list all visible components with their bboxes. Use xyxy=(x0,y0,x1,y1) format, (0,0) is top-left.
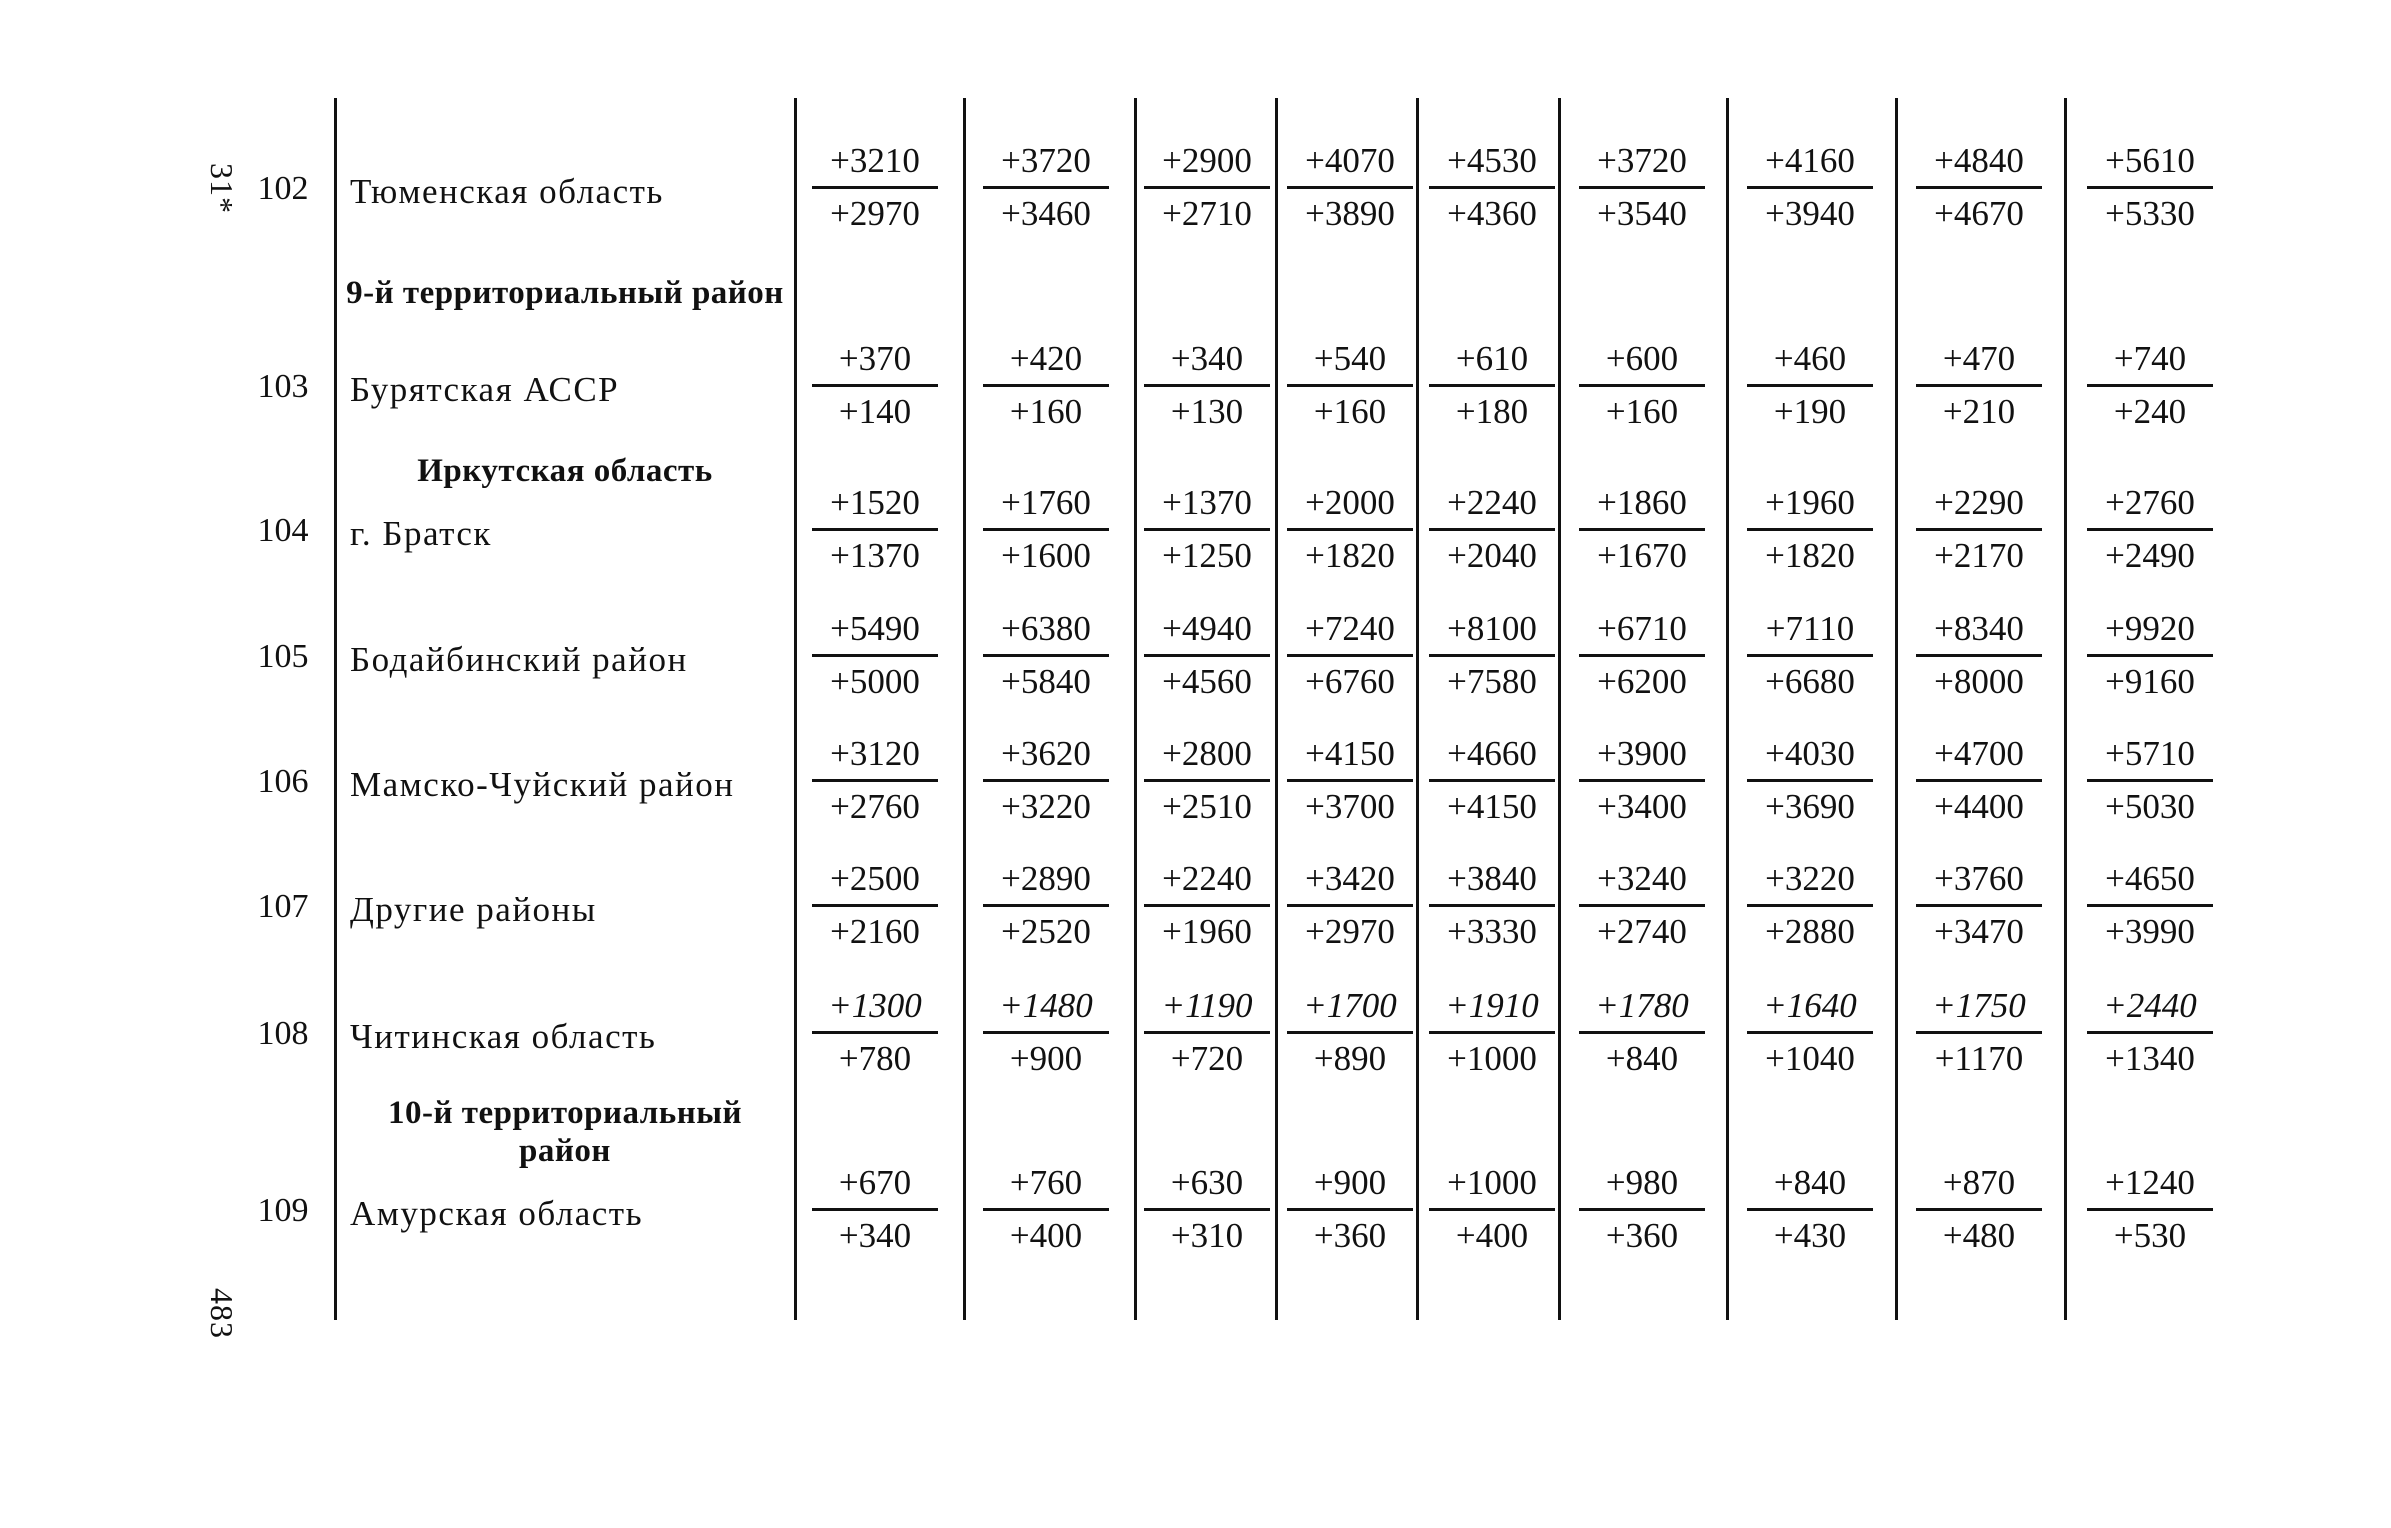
cell-top-value: +760 xyxy=(983,1158,1109,1211)
table-cell xyxy=(1904,1158,2054,1261)
cell-bottom-value: +4360 xyxy=(1447,194,1537,233)
row-number: 109 xyxy=(257,1192,309,1229)
cell-bottom-value: +1960 xyxy=(1162,912,1252,951)
table-cell xyxy=(1275,854,1425,957)
table-cell xyxy=(1735,136,1885,239)
cell-top-value: +2240 xyxy=(1429,478,1555,531)
table-cell xyxy=(2075,729,2225,832)
cell-top-value: +470 xyxy=(1916,334,2042,387)
row-number: 108 xyxy=(257,1015,309,1052)
table-cell xyxy=(800,981,950,1084)
table-cell xyxy=(1417,981,1567,1084)
table-cell xyxy=(800,854,950,957)
table-cell xyxy=(1275,478,1425,581)
cell-top-value: +3620 xyxy=(983,729,1109,782)
cell-top-value: +8340 xyxy=(1916,604,2042,657)
cell-bottom-value: +3460 xyxy=(1001,194,1091,233)
column-rule xyxy=(1416,98,1419,1320)
cell-top-value: +870 xyxy=(1916,1158,2042,1211)
cell-bottom-value: +2760 xyxy=(830,787,920,826)
cell-bottom-value: +780 xyxy=(838,1039,912,1078)
cell-top-value: +1240 xyxy=(2087,1158,2213,1211)
cell-bottom-value: +1820 xyxy=(1765,536,1855,575)
table-cell xyxy=(971,478,1121,581)
cell-bottom-value: +240 xyxy=(2113,392,2187,431)
cell-top-value: +540 xyxy=(1287,334,1413,387)
table-cell xyxy=(1567,604,1717,707)
table-cell xyxy=(2075,478,2225,581)
table-cell xyxy=(2075,854,2225,957)
table-cell xyxy=(1417,854,1567,957)
table-cell xyxy=(1132,854,1282,957)
cell-bottom-value: +3990 xyxy=(2105,912,2195,951)
cell-top-value: +4700 xyxy=(1916,729,2042,782)
cell-top-value: +1860 xyxy=(1579,478,1705,531)
table-cell xyxy=(1275,729,1425,832)
cell-bottom-value: +2510 xyxy=(1162,787,1252,826)
table-cell xyxy=(1567,1158,1717,1261)
cell-bottom-value: +4560 xyxy=(1162,662,1252,701)
table-cell xyxy=(1567,854,1717,957)
cell-bottom-value: +3700 xyxy=(1305,787,1395,826)
cell-bottom-value: +340 xyxy=(838,1216,912,1255)
table-cell xyxy=(800,478,950,581)
cell-top-value: +4840 xyxy=(1916,136,2042,189)
cell-top-value: +1480 xyxy=(983,981,1109,1034)
table-cell xyxy=(1132,136,1282,239)
cell-top-value: +3240 xyxy=(1579,854,1705,907)
table-cell xyxy=(1275,136,1425,239)
cell-bottom-value: +3540 xyxy=(1597,194,1687,233)
cell-bottom-value: +160 xyxy=(1009,392,1083,431)
cell-bottom-value: +1340 xyxy=(2105,1039,2195,1078)
cell-bottom-value: +1250 xyxy=(1162,536,1252,575)
cell-bottom-value: +180 xyxy=(1455,392,1529,431)
cell-top-value: +630 xyxy=(1144,1158,1270,1211)
cell-top-value: +1960 xyxy=(1747,478,1873,531)
table-cell xyxy=(1132,981,1282,1084)
cell-top-value: +1780 xyxy=(1579,981,1705,1034)
table-cell xyxy=(1417,334,1567,437)
cell-top-value: +5710 xyxy=(2087,729,2213,782)
cell-bottom-value: +890 xyxy=(1313,1039,1387,1078)
cell-bottom-value: +7580 xyxy=(1447,662,1537,701)
cell-bottom-value: +1170 xyxy=(1934,1039,2024,1078)
cell-bottom-value: +130 xyxy=(1170,392,1244,431)
region-name: Тюменская область xyxy=(350,172,664,211)
table-cell xyxy=(1275,604,1425,707)
table-cell xyxy=(1132,729,1282,832)
cell-bottom-value: +9160 xyxy=(2105,662,2195,701)
cell-top-value: +2000 xyxy=(1287,478,1413,531)
cell-top-value: +2240 xyxy=(1144,854,1270,907)
table-cell xyxy=(1904,478,2054,581)
cell-bottom-value: +400 xyxy=(1455,1216,1529,1255)
table-cell xyxy=(2075,981,2225,1084)
cell-bottom-value: +2970 xyxy=(830,194,920,233)
region-name: Другие районы xyxy=(350,890,597,929)
page-signature: 31* xyxy=(204,163,240,214)
cell-top-value: +4650 xyxy=(2087,854,2213,907)
cell-top-value: +340 xyxy=(1144,334,1270,387)
cell-bottom-value: +2520 xyxy=(1001,912,1091,951)
table-cell xyxy=(971,136,1121,239)
section-heading: 10-й территориальный район xyxy=(387,1095,743,1169)
cell-bottom-value: +2490 xyxy=(2105,536,2195,575)
table-cell xyxy=(971,1158,1121,1261)
section-heading: Иркутская область xyxy=(417,453,713,489)
table-cell xyxy=(1904,729,2054,832)
cell-bottom-value: +430 xyxy=(1773,1216,1847,1255)
cell-top-value: +5610 xyxy=(2087,136,2213,189)
table-cell xyxy=(971,981,1121,1084)
page-number: 483 xyxy=(204,1288,240,1339)
table-cell xyxy=(1567,729,1717,832)
table-cell xyxy=(1275,981,1425,1084)
cell-bottom-value: +4400 xyxy=(1934,787,2024,826)
cell-bottom-value: +5030 xyxy=(2105,787,2195,826)
table-cell xyxy=(971,854,1121,957)
cell-bottom-value: +8000 xyxy=(1934,662,2024,701)
cell-top-value: +840 xyxy=(1747,1158,1873,1211)
table-cell xyxy=(800,729,950,832)
cell-top-value: +2760 xyxy=(2087,478,2213,531)
region-name: Читинская область xyxy=(350,1017,657,1056)
cell-top-value: +2900 xyxy=(1144,136,1270,189)
table-cell xyxy=(1904,136,2054,239)
cell-top-value: +4030 xyxy=(1747,729,1873,782)
cell-top-value: +3210 xyxy=(812,136,938,189)
cell-top-value: +3220 xyxy=(1747,854,1873,907)
cell-bottom-value: +3690 xyxy=(1765,787,1855,826)
cell-bottom-value: +2740 xyxy=(1597,912,1687,951)
row-number: 104 xyxy=(257,512,309,549)
cell-top-value: +1190 xyxy=(1144,981,1270,1034)
cell-bottom-value: +1670 xyxy=(1597,536,1687,575)
cell-bottom-value: +4150 xyxy=(1447,787,1537,826)
cell-top-value: +740 xyxy=(2087,334,2213,387)
cell-bottom-value: +400 xyxy=(1009,1216,1083,1255)
cell-top-value: +1370 xyxy=(1144,478,1270,531)
cell-top-value: +1000 xyxy=(1429,1158,1555,1211)
table-cell xyxy=(1735,981,1885,1084)
cell-top-value: +1760 xyxy=(983,478,1109,531)
table-cell xyxy=(1567,136,1717,239)
cell-bottom-value: +3890 xyxy=(1305,194,1395,233)
cell-top-value: +1910 xyxy=(1429,981,1555,1034)
cell-top-value: +3720 xyxy=(983,136,1109,189)
cell-top-value: +1300 xyxy=(812,981,938,1034)
cell-top-value: +3420 xyxy=(1287,854,1413,907)
table-cell xyxy=(2075,1158,2225,1261)
cell-bottom-value: +360 xyxy=(1605,1216,1679,1255)
cell-bottom-value: +2170 xyxy=(1934,536,2024,575)
column-rule xyxy=(1134,98,1137,1320)
section-heading: 9-й территориальный район xyxy=(346,275,784,311)
cell-top-value: +7110 xyxy=(1747,604,1873,657)
cell-bottom-value: +720 xyxy=(1170,1039,1244,1078)
cell-top-value: +3760 xyxy=(1916,854,2042,907)
cell-bottom-value: +480 xyxy=(1942,1216,2016,1255)
cell-top-value: +460 xyxy=(1747,334,1873,387)
cell-bottom-value: +190 xyxy=(1773,392,1847,431)
table-cell xyxy=(2075,334,2225,437)
cell-bottom-value: +1820 xyxy=(1305,536,1395,575)
cell-bottom-value: +2970 xyxy=(1305,912,1395,951)
region-name: Бодайбинский район xyxy=(350,640,688,679)
table-cell xyxy=(1417,1158,1567,1261)
cell-top-value: +3720 xyxy=(1579,136,1705,189)
cell-bottom-value: +5330 xyxy=(2105,194,2195,233)
table-cell xyxy=(2075,136,2225,239)
row-number: 102 xyxy=(257,170,309,207)
row-number: 105 xyxy=(257,638,309,675)
cell-top-value: +2290 xyxy=(1916,478,2042,531)
table-cell xyxy=(971,729,1121,832)
cell-bottom-value: +840 xyxy=(1605,1039,1679,1078)
cell-bottom-value: +160 xyxy=(1313,392,1387,431)
cell-top-value: +9920 xyxy=(2087,604,2213,657)
cell-top-value: +7240 xyxy=(1287,604,1413,657)
table-cell xyxy=(1275,334,1425,437)
table-cell xyxy=(1132,334,1282,437)
cell-top-value: +2440 xyxy=(2087,981,2213,1034)
table-cell xyxy=(1735,729,1885,832)
table-cell xyxy=(1735,604,1885,707)
cell-top-value: +4940 xyxy=(1144,604,1270,657)
table-cell xyxy=(1904,981,2054,1084)
column-rule xyxy=(794,98,797,1320)
cell-top-value: +420 xyxy=(983,334,1109,387)
cell-bottom-value: +6200 xyxy=(1597,662,1687,701)
table-cell xyxy=(1132,604,1282,707)
table-cell xyxy=(800,604,950,707)
cell-top-value: +1700 xyxy=(1287,981,1413,1034)
table-cell xyxy=(1904,854,2054,957)
table-cell xyxy=(1567,334,1717,437)
cell-bottom-value: +210 xyxy=(1942,392,2016,431)
cell-top-value: +4660 xyxy=(1429,729,1555,782)
column-rule xyxy=(334,98,337,1320)
table-cell xyxy=(1417,729,1567,832)
column-rule xyxy=(1726,98,1729,1320)
column-rule xyxy=(2064,98,2067,1320)
region-name: Мамско-Чуйский район xyxy=(350,765,735,804)
table-cell xyxy=(1567,981,1717,1084)
cell-bottom-value: +310 xyxy=(1170,1216,1244,1255)
cell-top-value: +4150 xyxy=(1287,729,1413,782)
column-rule xyxy=(1895,98,1898,1320)
column-rule xyxy=(963,98,966,1320)
cell-bottom-value: +1600 xyxy=(1001,536,1091,575)
cell-top-value: +2890 xyxy=(983,854,1109,907)
column-rule xyxy=(1558,98,1561,1320)
cell-top-value: +2800 xyxy=(1144,729,1270,782)
table-cell xyxy=(1417,136,1567,239)
cell-bottom-value: +6760 xyxy=(1305,662,1395,701)
cell-top-value: +6380 xyxy=(983,604,1109,657)
cell-bottom-value: +1040 xyxy=(1765,1039,1855,1078)
cell-top-value: +1750 xyxy=(1916,981,2042,1034)
cell-bottom-value: +3400 xyxy=(1597,787,1687,826)
cell-bottom-value: +2160 xyxy=(830,912,920,951)
table-cell xyxy=(971,604,1121,707)
row-number: 103 xyxy=(257,368,309,405)
cell-top-value: +980 xyxy=(1579,1158,1705,1211)
cell-bottom-value: +2880 xyxy=(1765,912,1855,951)
region-name: Бурятская АССР xyxy=(350,370,620,409)
table-cell xyxy=(1735,1158,1885,1261)
cell-top-value: +1640 xyxy=(1747,981,1873,1034)
cell-bottom-value: +2710 xyxy=(1162,194,1252,233)
table-cell xyxy=(1567,478,1717,581)
cell-bottom-value: +360 xyxy=(1313,1216,1387,1255)
table-cell xyxy=(971,334,1121,437)
cell-bottom-value: +3220 xyxy=(1001,787,1091,826)
cell-bottom-value: +1370 xyxy=(830,536,920,575)
cell-top-value: +2500 xyxy=(812,854,938,907)
cell-bottom-value: +4670 xyxy=(1934,194,2024,233)
table-cell xyxy=(1132,478,1282,581)
cell-bottom-value: +3940 xyxy=(1765,194,1855,233)
cell-top-value: +670 xyxy=(812,1158,938,1211)
cell-bottom-value: +3330 xyxy=(1447,912,1537,951)
cell-top-value: +5490 xyxy=(812,604,938,657)
cell-bottom-value: +6680 xyxy=(1765,662,1855,701)
cell-bottom-value: +160 xyxy=(1605,392,1679,431)
cell-bottom-value: +1000 xyxy=(1447,1039,1537,1078)
cell-bottom-value: +140 xyxy=(838,392,912,431)
cell-top-value: +4530 xyxy=(1429,136,1555,189)
table-cell xyxy=(800,334,950,437)
table-cell xyxy=(1735,334,1885,437)
region-name: Амурская область xyxy=(350,1194,644,1233)
table-cell xyxy=(1132,1158,1282,1261)
table-cell xyxy=(1735,854,1885,957)
cell-bottom-value: +5000 xyxy=(830,662,920,701)
row-number: 106 xyxy=(257,763,309,800)
cell-bottom-value: +900 xyxy=(1009,1039,1083,1078)
table-cell xyxy=(800,136,950,239)
table-cell xyxy=(800,1158,950,1261)
cell-bottom-value: +5840 xyxy=(1001,662,1091,701)
cell-top-value: +610 xyxy=(1429,334,1555,387)
cell-top-value: +3840 xyxy=(1429,854,1555,907)
cell-top-value: +8100 xyxy=(1429,604,1555,657)
cell-top-value: +6710 xyxy=(1579,604,1705,657)
cell-top-value: +900 xyxy=(1287,1158,1413,1211)
row-number: 107 xyxy=(257,888,309,925)
cell-bottom-value: +530 xyxy=(2113,1216,2187,1255)
cell-top-value: +3900 xyxy=(1579,729,1705,782)
table-cell xyxy=(1417,478,1567,581)
table-cell xyxy=(2075,604,2225,707)
table-cell xyxy=(1735,478,1885,581)
table-cell xyxy=(1904,334,2054,437)
cell-top-value: +600 xyxy=(1579,334,1705,387)
column-rule xyxy=(1275,98,1278,1320)
table-cell xyxy=(1275,1158,1425,1261)
cell-top-value: +4070 xyxy=(1287,136,1413,189)
table-cell xyxy=(1417,604,1567,707)
cell-top-value: +3120 xyxy=(812,729,938,782)
region-name: г. Братск xyxy=(350,514,492,553)
cell-top-value: +370 xyxy=(812,334,938,387)
cell-top-value: +1520 xyxy=(812,478,938,531)
table-cell xyxy=(1904,604,2054,707)
cell-bottom-value: +3470 xyxy=(1934,912,2024,951)
cell-bottom-value: +2040 xyxy=(1447,536,1537,575)
cell-top-value: +4160 xyxy=(1747,136,1873,189)
